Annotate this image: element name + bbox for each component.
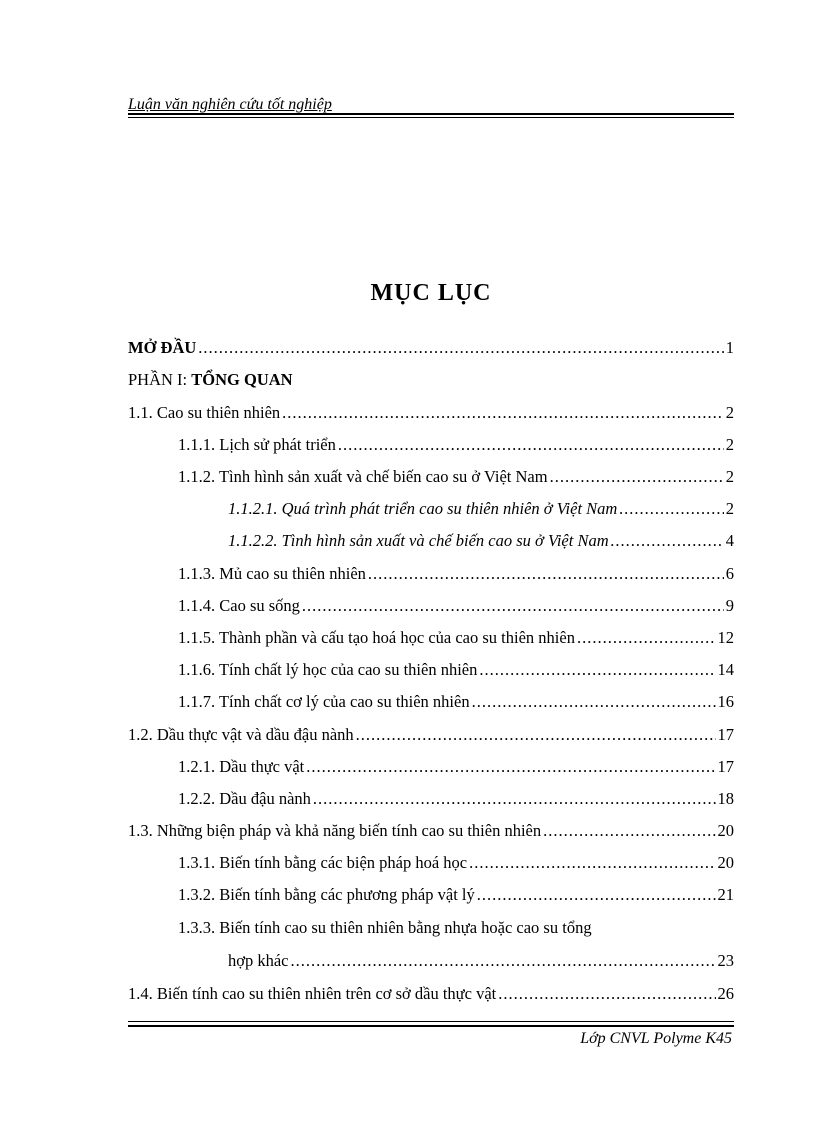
footer-class-label: Lớp CNVL Polyme K45 <box>580 1030 732 1047</box>
toc-label: 1.3.1. Biến tính bằng các biện pháp hoá học <box>178 853 468 872</box>
toc-label: 1.1.5. Thành phần và cấu tạo hoá học của cao su thiên nhiên <box>178 628 575 647</box>
page-title: MỤC LỤC <box>370 280 492 306</box>
running-header: Luận văn nghiên cứu tốt nghiệp <box>128 96 332 113</box>
toc-entry[interactable] <box>178 595 734 617</box>
toc-leader <box>498 983 715 1005</box>
toc-label: hợp khác <box>228 951 289 970</box>
toc-leader <box>356 724 716 746</box>
part-title: TỔNG QUAN <box>191 370 293 389</box>
toc-entry[interactable] <box>178 756 734 778</box>
toc-entry-continuation[interactable] <box>228 950 734 972</box>
toc-leader <box>291 950 716 972</box>
toc-leader <box>550 466 724 488</box>
toc-page-number: 23 <box>717 951 734 970</box>
toc-page-number: 6 <box>725 564 734 583</box>
toc-label: 1.2. Dầu thực vật và dầu đậu nành <box>128 725 354 744</box>
toc-leader <box>477 884 716 906</box>
toc-entry[interactable] <box>178 852 734 874</box>
footer-rule-thick <box>128 1025 734 1027</box>
toc-page-number: 18 <box>717 789 734 808</box>
toc-leader <box>302 595 724 617</box>
toc-leader <box>479 659 715 681</box>
toc-leader <box>611 530 724 552</box>
toc-entry[interactable] <box>228 530 734 552</box>
toc-entry[interactable] <box>128 724 734 746</box>
toc-page-number: 2 <box>725 499 734 518</box>
toc-label: 1.1.2.2. Tình hình sản xuất và chế biến cao su ở Việt Nam <box>228 531 609 550</box>
toc-leader <box>368 563 724 585</box>
toc-leader <box>306 756 715 778</box>
toc-label: 1.3. Những biện pháp và khả năng biến tính cao su thiên nhiên <box>128 821 542 840</box>
toc-page-number: 17 <box>717 757 734 776</box>
toc-label: 1.2.2. Dầu đậu nành <box>178 789 311 808</box>
toc-leader <box>577 627 716 649</box>
toc-leader <box>543 820 715 842</box>
toc-label: 1.1.2.1. Quá trình phát triển cao su thiên nhiên ở Việt Nam <box>228 499 618 518</box>
toc-page-number: 9 <box>725 596 734 615</box>
toc-page-number: 21 <box>717 885 734 904</box>
toc-label: 1.1.2. Tình hình sản xuất và chế biến cao su ở Việt Nam <box>178 467 548 486</box>
toc-label: 1.1.4. Cao su sống <box>178 596 300 615</box>
toc-page-number: 2 <box>725 467 734 486</box>
toc-entry[interactable] <box>178 884 734 906</box>
toc-entry-first-line[interactable]: 1.3.3. Biến tính cao su thiên nhiên bằng nhựa hoặc cao su tổng <box>178 918 592 937</box>
toc-page-number: 1 <box>725 338 734 357</box>
toc-label: 1.1.6. Tính chất lý học của cao su thiên nhiên <box>178 660 478 679</box>
toc-page-number: 20 <box>717 821 734 840</box>
toc-page-number: 26 <box>717 984 734 1003</box>
toc-entry[interactable] <box>128 983 734 1005</box>
toc-leader <box>472 691 716 713</box>
toc-entry[interactable] <box>178 434 734 456</box>
toc-label: MỞ ĐẦU <box>128 338 197 357</box>
toc-leader <box>619 498 723 520</box>
toc-label: 1.1.7. Tính chất cơ lý của cao su thiên nhiên <box>178 692 470 711</box>
toc-label: 1.3.2. Biến tính bằng các phương pháp vật lý <box>178 885 475 904</box>
toc-entry[interactable] <box>178 691 734 713</box>
toc-label: 1.4. Biến tính cao su thiên nhiên trên cơ sở dầu thực vật <box>128 984 497 1003</box>
toc-page-number: 2 <box>725 435 734 454</box>
toc-entry[interactable] <box>178 466 734 488</box>
footer-rule-thin <box>128 1021 734 1022</box>
toc-leader <box>198 337 723 359</box>
toc-entry-mo-dau[interactable] <box>128 337 734 359</box>
toc-page-number: 16 <box>717 692 734 711</box>
toc-page-number: 20 <box>717 853 734 872</box>
toc-leader <box>313 788 716 810</box>
toc-label: 1.1.3. Mủ cao su thiên nhiên <box>178 564 366 583</box>
toc-entry[interactable] <box>128 820 734 842</box>
toc-label: 1.2.1. Dầu thực vật <box>178 757 305 776</box>
toc-entry[interactable] <box>128 402 734 424</box>
toc-label: 1.1. Cao su thiên nhiên <box>128 403 281 422</box>
toc-page-number: 17 <box>717 725 734 744</box>
toc-entry[interactable] <box>228 498 734 520</box>
toc-entry[interactable] <box>178 788 734 810</box>
toc-entry[interactable] <box>178 659 734 681</box>
toc-part-heading <box>128 369 293 391</box>
toc-entry[interactable] <box>178 563 734 585</box>
toc-page-number: 14 <box>717 660 734 679</box>
part-prefix: PHẦN I: <box>128 370 192 389</box>
toc-entry[interactable] <box>178 627 734 649</box>
toc-page-number: 2 <box>725 403 734 422</box>
toc-page-number: 12 <box>717 628 734 647</box>
toc-label: 1.1.1. Lịch sử phát triển <box>178 435 336 454</box>
toc-leader <box>469 852 715 874</box>
toc-leader <box>338 434 724 456</box>
toc-page-number: 4 <box>725 531 734 550</box>
toc-leader <box>282 402 724 424</box>
